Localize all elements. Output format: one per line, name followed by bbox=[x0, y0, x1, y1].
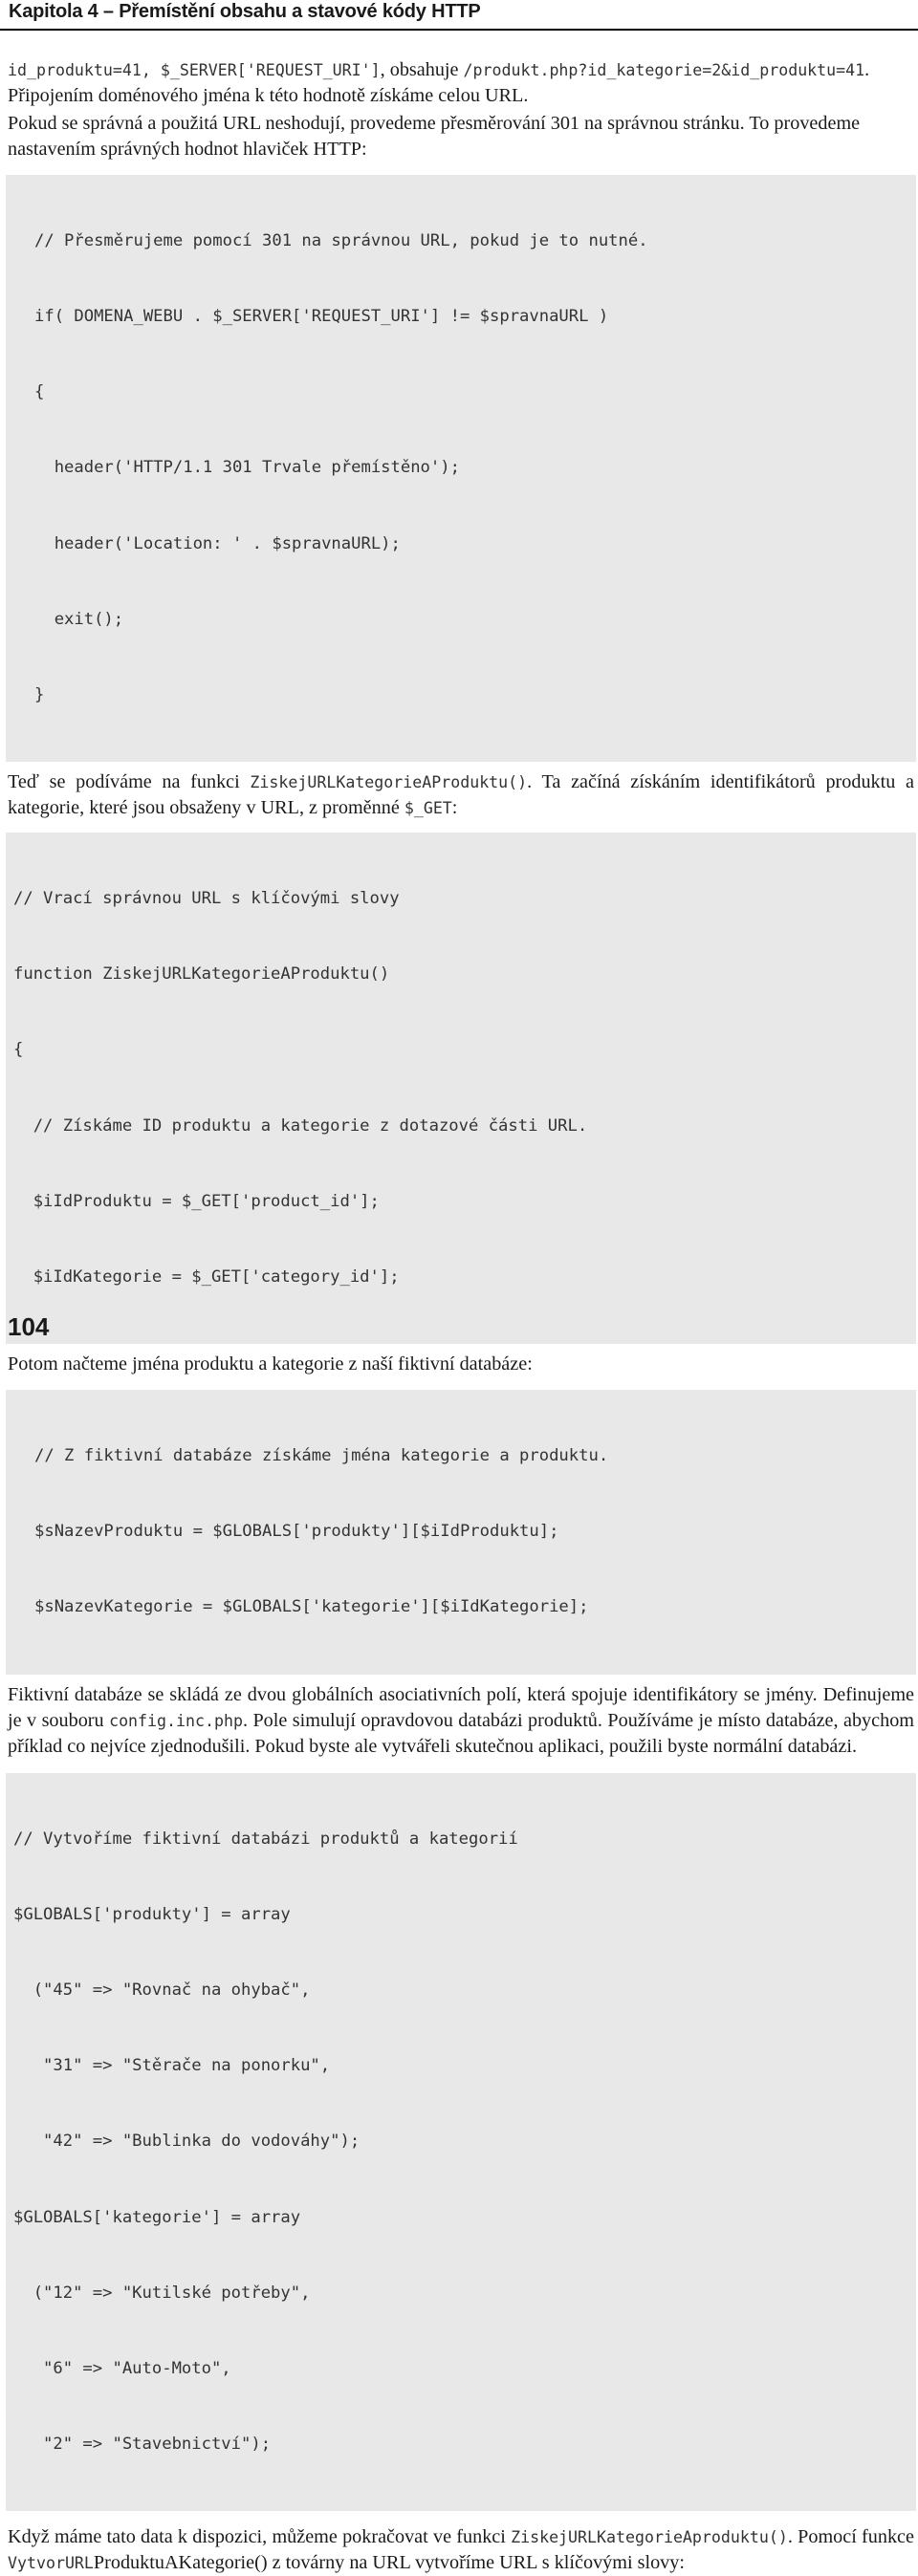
code-line: $GLOBALS['produkty'] = array bbox=[13, 1904, 291, 1924]
code-block-redirect bbox=[6, 175, 916, 762]
code-line: header('Location: ' . $spravnaURL); bbox=[34, 533, 401, 553]
code-line: // Získáme ID produktu a kategorie z dotazové části URL. bbox=[13, 1115, 588, 1136]
code-line: { bbox=[34, 382, 45, 402]
inline-code: ZiskejURLKategorieAproduktu() bbox=[511, 2528, 788, 2547]
code-block-function bbox=[6, 833, 916, 1344]
code-line: function ZiskejURLKategorieAProduktu() bbox=[13, 964, 390, 985]
chapter-header bbox=[0, 0, 918, 31]
code-line: $sNazevKategorie = $GLOBALS['kategorie'][$iIdKategorie]; bbox=[34, 1597, 589, 1617]
paragraph-4 bbox=[8, 1352, 914, 1377]
paragraph-text: . Pomocí funkce bbox=[787, 2526, 914, 2548]
code-line: $iIdProduktu = $_GET['product_id']; bbox=[13, 1191, 380, 1211]
paragraph-text: . Připojením doménového jména k této hodnotě získáme celou URL. bbox=[8, 59, 870, 106]
code-line: $iIdKategorie = $_GET['category_id']; bbox=[13, 1267, 400, 1288]
inline-code: /produkt.php?id_kategorie=2&id_produktu=41 bbox=[463, 61, 865, 79]
code-line: exit(); bbox=[34, 609, 124, 629]
code-line: // Z fiktivní databáze získáme jména kategorie a produktu. bbox=[34, 1446, 609, 1466]
code-line: "31" => "Stěrače na ponorku", bbox=[13, 2056, 331, 2076]
paragraph-6 bbox=[8, 2524, 914, 2576]
paragraph-text: Pokud se správná a použitá URL neshodují, provedeme přesměrování 301 na správnou stránku. To provedeme nastavením správných hodnot hlaviček HTTP: bbox=[8, 113, 861, 160]
code-block-database bbox=[6, 1773, 916, 2512]
code-line: "42" => "Bublinka do vodováhy"); bbox=[13, 2132, 361, 2152]
code-block-names bbox=[6, 1390, 916, 1674]
paragraph-text: Když máme tato data k dispozici, můžeme pokračovat ve funkci bbox=[8, 2526, 512, 2548]
code-line: if( DOMENA_WEBU . $_SERVER['REQUEST_URI'] != $spravnaURL ) bbox=[34, 307, 609, 327]
paragraph-2 bbox=[8, 111, 914, 162]
code-line: $sNazevProduktu = $GLOBALS['produkty'][$iIdProduktu]; bbox=[34, 1522, 559, 1542]
code-line: header('HTTP/1.1 301 Trvale přemístěno'); bbox=[34, 458, 460, 478]
code-line: // Vytvoříme fiktivní databázi produktů a kategorií bbox=[13, 1829, 518, 1849]
paragraph-text: : bbox=[451, 797, 458, 819]
code-line: "2" => "Stavebnictví"); bbox=[13, 2435, 272, 2455]
inline-code: ZiskejURLKategorieAProduktu() bbox=[250, 773, 528, 792]
paragraph-text: ProduktuAKategorie() z továrny na URL vytvoříme URL s klíčovými slovy: bbox=[93, 2552, 685, 2574]
inline-code: VytvorURL bbox=[8, 2554, 94, 2573]
inline-code: config.inc.php bbox=[109, 1711, 243, 1730]
paragraph-text: , obsahuje bbox=[380, 59, 464, 80]
code-line: } bbox=[34, 685, 45, 705]
paragraph-1 bbox=[8, 57, 914, 109]
paragraph-3 bbox=[8, 769, 914, 821]
inline-code: id_produktu=41, $_SERVER['REQUEST_URI'] bbox=[8, 61, 381, 79]
chapter-title: Kapitola 4 – Přemístění obsahu a stavové kódy HTTP bbox=[9, 1, 481, 22]
code-line: $GLOBALS['kategorie'] = array bbox=[13, 2207, 301, 2227]
page-content bbox=[8, 57, 914, 2576]
paragraph-text: . Pole simulují opravdovou databázi produktů. Používáme je místo databáze, abychom příklad co nejvíce zjednodušili. Pokud byste ale vytvářeli skutečnou aplikaci, použili byste normální databázi. bbox=[8, 1709, 914, 1757]
paragraph-5 bbox=[8, 1682, 914, 1760]
code-line: "6" => "Auto-Moto", bbox=[13, 2358, 231, 2378]
code-line: // Přesměrujeme pomocí 301 na správnou URL, pokud je to nutné. bbox=[34, 230, 648, 250]
paragraph-text: Potom načteme jména produktu a kategorie z naší fiktivní databáze: bbox=[8, 1353, 533, 1375]
code-line: { bbox=[13, 1040, 24, 1060]
code-line: // Vrací správnou URL s klíčovými slovy bbox=[13, 889, 400, 909]
code-line: ("45" => "Rovnač na ohybač", bbox=[13, 1980, 311, 2000]
page-number: 104 bbox=[8, 1312, 50, 1341]
paragraph-text: Fiktivní databáze se skládá ze dvou globálních asociativních polí, která spojuje identifikátory se jmény. Definujeme je v souboru bbox=[8, 1683, 914, 1731]
inline-code: $_GET bbox=[404, 799, 452, 818]
paragraph-text: Teď se podíváme na funkci bbox=[8, 771, 251, 793]
paragraph-text: . Ta začíná získáním identifikátorů produktu a kategorie, které jsou obsaženy v URL, z proměnné bbox=[8, 771, 914, 819]
code-line: ("12" => "Kutilské potřeby", bbox=[13, 2283, 311, 2303]
